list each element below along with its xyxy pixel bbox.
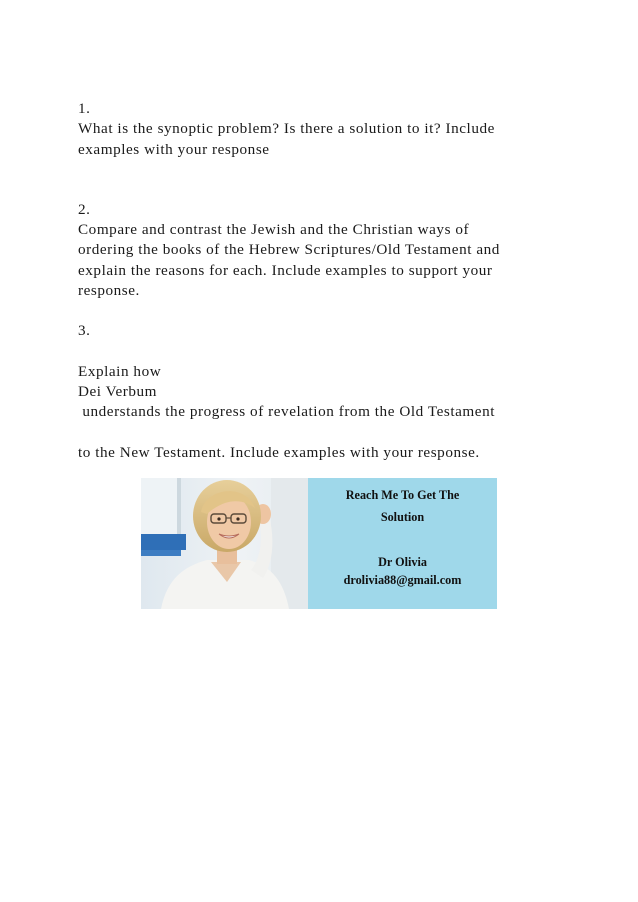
promo-contact-email[interactable]: drolivia88@gmail.com xyxy=(343,573,462,587)
question-list xyxy=(78,99,578,463)
question-1-number: 1. xyxy=(78,100,91,117)
question-3-text-line-1: Explain how xyxy=(78,362,162,380)
question-3-text-line-3: understands the progress of revelation from the Old Testament xyxy=(78,403,495,421)
question-2-text-line-2: ordering the books of the Hebrew Scriptures/Old Testament and xyxy=(78,241,500,259)
question-1-text-line-1: What is the synoptic problem? Is there a solution to it? Include xyxy=(78,120,495,138)
spacer xyxy=(78,160,578,200)
question-1-text-line-2: examples with your response xyxy=(78,140,270,158)
promo-contact-name: Dr Olivia xyxy=(378,555,427,569)
spacer xyxy=(78,342,578,362)
tutor-photo xyxy=(141,478,308,609)
question-2-text-line-4: response. xyxy=(78,282,140,300)
question-2-number: 2. xyxy=(78,200,91,218)
question-3-text-line-2: Dei Verbum xyxy=(78,382,158,400)
promo-banner xyxy=(141,478,497,609)
tutor-photo-illustration xyxy=(141,478,308,609)
promo-headline-line-1: Reach Me To Get The xyxy=(345,488,460,502)
spacer xyxy=(78,423,578,443)
promo-panel xyxy=(308,478,497,609)
promo-headline-line-2: Solution xyxy=(380,510,425,524)
question-3-number: 3. xyxy=(78,322,91,340)
spacer xyxy=(78,301,578,321)
question-3-text-line-4: to the New Testament. Include examples with your response. xyxy=(78,443,480,461)
question-2-text-line-1: Compare and contrast the Jewish and the Christian ways of xyxy=(78,221,470,239)
question-2-text-line-3: explain the reasons for each. Include examples to support your xyxy=(78,261,493,279)
